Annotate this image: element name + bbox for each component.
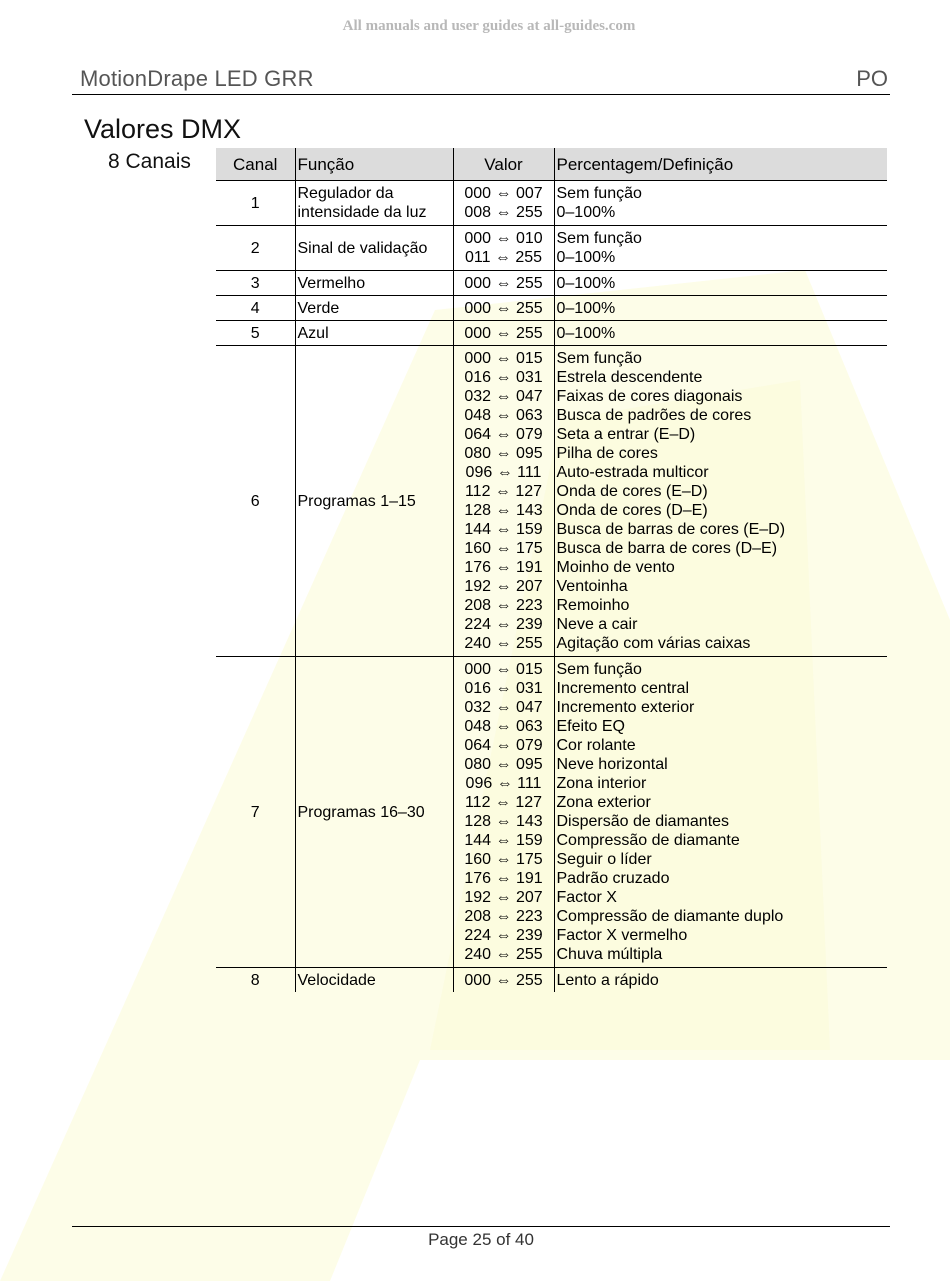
cell-channel: 8 — [250, 971, 260, 989]
column-header-definition: Percentagem/Definição — [554, 148, 887, 181]
cell-channel: 3 — [216, 271, 295, 296]
definition-text: Busca de padrões de cores — [556, 407, 752, 424]
cell-definition — [554, 271, 887, 296]
cell-value — [453, 181, 554, 226]
definition-text: Busca de barras de cores (E–D) — [556, 521, 786, 538]
cell-value — [453, 346, 554, 657]
definition-text: 0–100% — [556, 274, 616, 292]
cell-channel: 6 — [216, 346, 295, 657]
value-range: 176 ⇔ 191 — [464, 870, 543, 887]
cell-definition — [554, 181, 887, 226]
definition-text: Onda de cores (E–D) — [556, 483, 708, 500]
definition-text: Faixas de cores diagonais — [556, 388, 743, 405]
definition-text: Cor rolante — [556, 737, 636, 754]
value-range: 096 ⇔ 111 — [465, 464, 542, 481]
definition-text: Sem função — [556, 230, 642, 247]
definition-text: Auto-estrada multicor — [556, 464, 709, 481]
table-body — [216, 181, 887, 993]
definition-text: Neve horizontal — [556, 756, 668, 773]
value-range: 000 ⇔ 255 — [464, 971, 543, 989]
definition-text: Onda de cores (D–E) — [556, 502, 708, 519]
page-number: Page 25 of 40 — [428, 1230, 534, 1249]
definition-text: Factor X — [556, 889, 617, 906]
cell-value — [453, 968, 554, 993]
cell-function: Sinal de validação — [295, 226, 453, 271]
definition-text: 0–100% — [556, 249, 616, 266]
definition-text: Pilha de cores — [556, 445, 658, 462]
value-range: 000 ⇔ 255 — [464, 299, 543, 317]
cell-function: Regulador da intensidade da luz — [295, 181, 453, 226]
value-range: 032 ⇔ 047 — [464, 699, 543, 716]
cell-function: Vermelho — [295, 271, 453, 296]
value-range: 008 ⇔ 255 — [464, 204, 543, 221]
table-row — [216, 296, 887, 321]
value-range: 112 ⇔ 127 — [464, 794, 543, 811]
cell-definition — [554, 226, 887, 271]
cell-channel: 4 — [216, 296, 295, 321]
table-row — [216, 226, 887, 271]
column-header-channel: Canal — [216, 148, 295, 181]
value-range: 240 ⇔ 255 — [464, 946, 543, 963]
cell-channel: 7 — [216, 657, 295, 968]
value-range: 000 ⇔ 255 — [464, 324, 543, 342]
table-row — [216, 968, 887, 993]
definition-text: Compressão de diamante duplo — [556, 908, 784, 925]
value-range: 144 ⇔ 159 — [464, 521, 543, 538]
definition-text: Agitação com várias caixas — [556, 635, 751, 652]
document-header — [72, 66, 890, 95]
definition-text: Factor X vermelho — [556, 927, 688, 944]
value-range: 096 ⇔ 111 — [465, 775, 542, 792]
definition-text: 0–100% — [556, 204, 616, 221]
footer-rule — [72, 1226, 890, 1227]
value-range: 224 ⇔ 239 — [464, 927, 543, 944]
value-range: 192 ⇔ 207 — [464, 889, 543, 906]
definition-text: Lento a rápido — [556, 971, 659, 989]
definition-text: Sem função — [556, 185, 642, 202]
cell-function: Programas 1–15 — [295, 346, 453, 657]
value-range: 144 ⇔ 159 — [464, 832, 543, 849]
table-row — [216, 181, 887, 226]
value-range: 080 ⇔ 095 — [464, 756, 543, 773]
value-range: 208 ⇔ 223 — [464, 908, 543, 925]
top-note: All manuals and user guides at all-guides.com — [342, 18, 636, 34]
definition-text: Seta a entrar (E–D) — [556, 426, 696, 443]
definition-text: Sem função — [556, 661, 642, 678]
definition-text: Efeito EQ — [556, 718, 625, 735]
value-range: 192 ⇔ 207 — [464, 578, 543, 595]
cell-channel: 1 — [216, 181, 295, 226]
definition-text: 0–100% — [556, 324, 616, 342]
cell-definition — [554, 346, 887, 657]
cell-value — [453, 296, 554, 321]
value-range: 000 ⇔ 015 — [464, 661, 543, 678]
value-range: 080 ⇔ 095 — [464, 445, 543, 462]
value-range: 000 ⇔ 255 — [464, 274, 543, 292]
cell-function: Velocidade — [295, 968, 453, 993]
section-title: Valores DMX — [84, 114, 242, 144]
cell-value — [453, 226, 554, 271]
value-range: 176 ⇔ 191 — [464, 559, 543, 576]
table-row — [216, 271, 887, 296]
cell-function: Verde — [295, 296, 453, 321]
cell-value — [453, 657, 554, 968]
value-range: 128 ⇔ 143 — [464, 502, 543, 519]
channel-count-label: 8 Canais — [108, 150, 191, 173]
value-range: 000 ⇔ 007 — [464, 185, 543, 202]
value-range: 064 ⇔ 079 — [464, 426, 543, 443]
definition-text: Chuva múltipla — [556, 946, 663, 963]
value-range: 064 ⇔ 079 — [464, 737, 543, 754]
column-header-function: Função — [295, 148, 453, 181]
language-code: PO — [856, 66, 888, 91]
table-row — [216, 321, 887, 346]
value-range: 048 ⇔ 063 — [464, 407, 543, 424]
value-range: 160 ⇔ 175 — [464, 851, 543, 868]
definition-text: Incremento exterior — [556, 699, 695, 716]
definition-text: Zona exterior — [556, 794, 651, 811]
cell-definition — [554, 321, 887, 346]
definition-text: 0–100% — [556, 299, 616, 317]
table-row — [216, 346, 887, 657]
value-range: 048 ⇔ 063 — [464, 718, 543, 735]
definition-text: Compressão de diamante — [556, 832, 740, 849]
cell-channel: 2 — [216, 226, 295, 271]
definition-text: Neve a cair — [556, 616, 638, 633]
table-row — [216, 657, 887, 968]
value-range: 016 ⇔ 031 — [464, 680, 543, 697]
definition-text: Seguir o líder — [556, 851, 652, 868]
definition-text: Busca de barra de cores (D–E) — [556, 540, 778, 557]
definition-text: Zona interior — [556, 775, 647, 792]
definition-text: Moinho de vento — [556, 559, 675, 576]
definition-text: Remoinho — [556, 597, 630, 614]
value-range: 160 ⇔ 175 — [464, 540, 543, 557]
definition-text: Incremento central — [556, 680, 690, 697]
value-range: 000 ⇔ 010 — [464, 230, 543, 247]
column-header-value: Valor — [453, 148, 554, 181]
definition-text: Sem função — [556, 350, 642, 367]
value-range: 240 ⇔ 255 — [464, 635, 543, 652]
cell-function: Programas 16–30 — [295, 657, 453, 968]
cell-value — [453, 321, 554, 346]
value-range: 011 ⇔ 255 — [464, 249, 543, 266]
value-range: 208 ⇔ 223 — [464, 597, 543, 614]
value-range: 000 ⇔ 015 — [464, 350, 543, 367]
definition-text: Ventoinha — [556, 578, 628, 595]
document-title: MotionDrape LED GRR — [80, 66, 314, 91]
cell-channel: 5 — [216, 321, 295, 346]
cell-definition — [554, 657, 887, 968]
cell-value — [453, 271, 554, 296]
definition-text: Padrão cruzado — [556, 870, 670, 887]
definition-text: Estrela descendente — [556, 369, 703, 386]
cell-function: Azul — [295, 321, 453, 346]
value-range: 112 ⇔ 127 — [464, 483, 543, 500]
table-header-row — [216, 148, 887, 181]
value-range: 032 ⇔ 047 — [464, 388, 543, 405]
dmx-values-table — [216, 148, 887, 992]
value-range: 128 ⇔ 143 — [464, 813, 543, 830]
definition-text: Dispersão de diamantes — [556, 813, 730, 830]
value-range: 016 ⇔ 031 — [464, 369, 543, 386]
cell-definition — [554, 296, 887, 321]
cell-definition — [554, 968, 887, 993]
value-range: 224 ⇔ 239 — [464, 616, 543, 633]
